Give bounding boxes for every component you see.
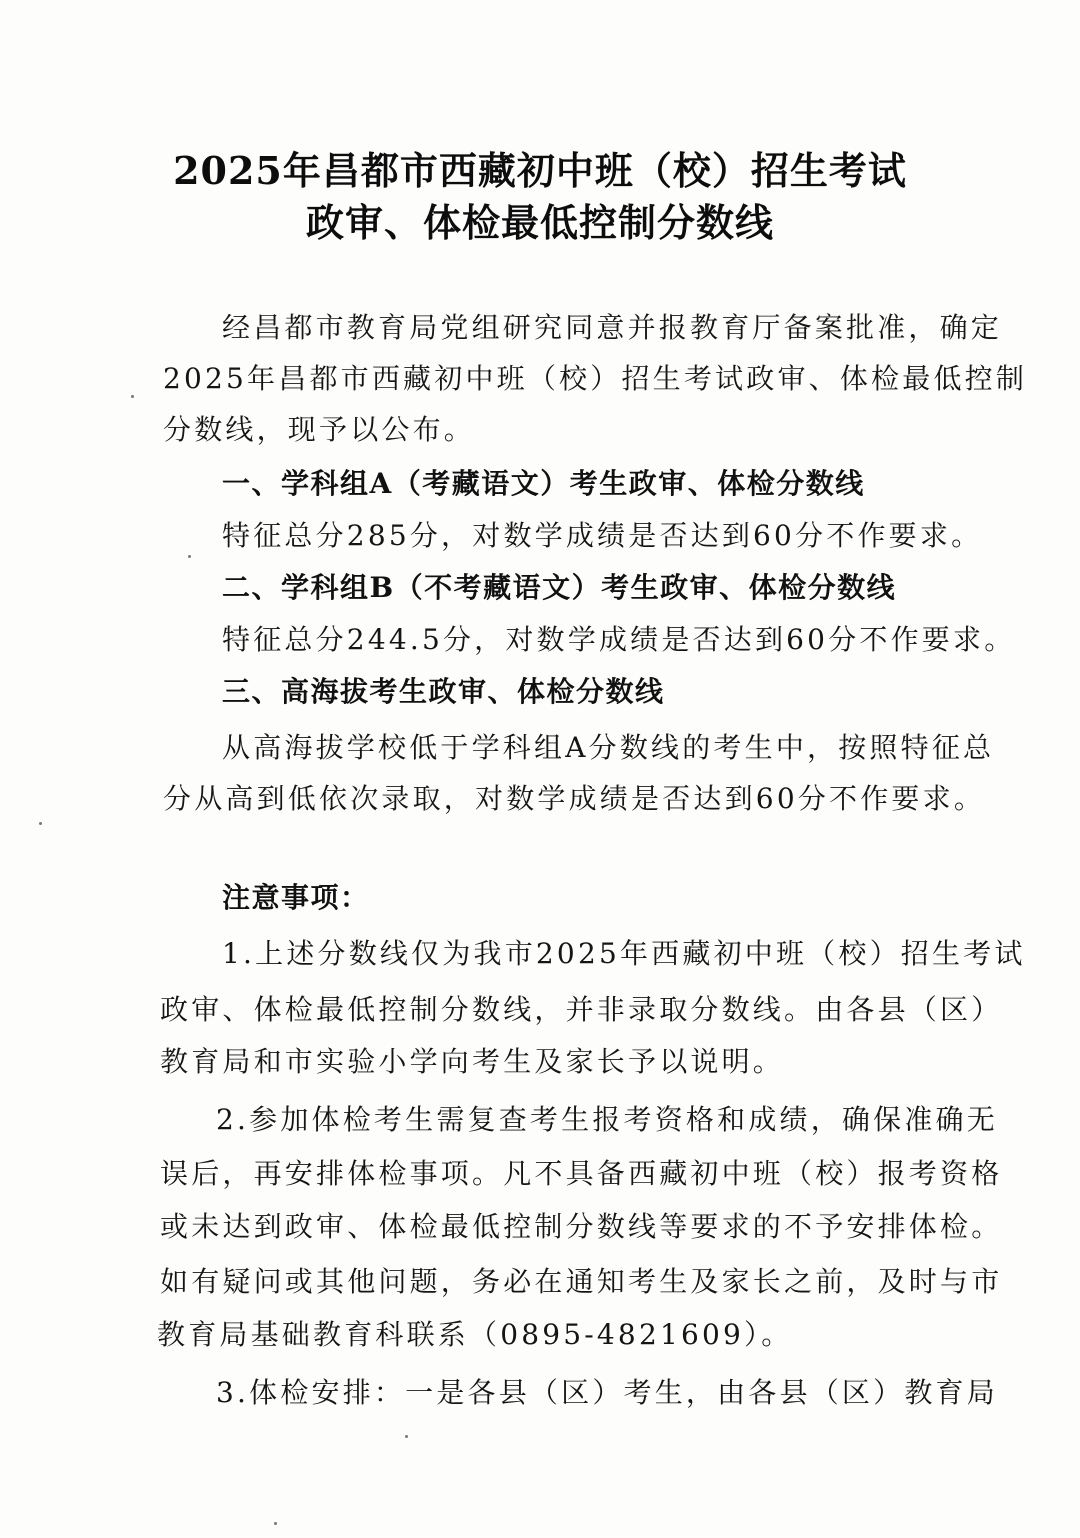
section-body-line: 特征总分285分，对数学成绩是否达到60分不作要求。 — [222, 519, 983, 552]
scan-speck — [405, 1435, 408, 1438]
note-line: 1.上述分数线仅为我市2025年西藏初中班（校）招生考试 — [222, 937, 1026, 970]
intro-line: 分数线，现予以公布。 — [163, 413, 476, 446]
note-line: 或未达到政审、体检最低控制分数线等要求的不予安排体检。 — [160, 1210, 1003, 1243]
intro-line: 2025年昌都市西藏初中班（校）招生考试政审、体检最低控制 — [163, 362, 1028, 395]
scan-speck — [188, 555, 191, 558]
note-line: 政审、体检最低控制分数线，并非录取分数线。由各县（区） — [160, 993, 1003, 1026]
section-heading: 一、学科组A（考藏语文）考生政审、体检分数线 — [222, 467, 865, 500]
note-line: 误后，再安排体检事项。凡不具备西藏初中班（校）报考资格 — [160, 1157, 1003, 1190]
section-body-line: 特征总分244.5分，对数学成绩是否达到60分不作要求。 — [222, 623, 1016, 656]
note-line: 3.体检安排：一是各县（区）考生，由各县（区）教育局 — [216, 1376, 998, 1409]
section-body-line: 从高海拔学校低于学科组A分数线的考生中，按照特征总 — [222, 731, 995, 764]
section-heading: 二、学科组B（不考藏语文）考生政审、体检分数线 — [222, 571, 897, 604]
section-heading: 三、高海拔考生政审、体检分数线 — [222, 675, 665, 708]
note-line: 如有疑问或其他问题，务必在通知考生及家长之前，及时与市 — [160, 1265, 1003, 1298]
note-line: 教育局和市实验小学向考生及家长予以说明。 — [160, 1045, 785, 1078]
note-line: 2.参加体检考生需复查考生报考资格和成绩，确保准确无 — [216, 1103, 998, 1136]
notes-heading: 注意事项： — [222, 881, 370, 914]
scan-speck — [131, 395, 134, 398]
document-title-line-1: 2025年昌都市西藏初中班（校）招生考试 — [173, 148, 907, 193]
note-line: 教育局基础教育科联系（0895-4821609）。 — [157, 1318, 793, 1351]
scan-speck — [274, 1522, 277, 1525]
document-title-line-2: 政审、体检最低控制分数线 — [305, 200, 774, 245]
intro-line: 经昌都市教育局党组研究同意并报教育厅备案批准，确定 — [222, 311, 1003, 344]
section-body-line: 分从高到低依次录取，对数学成绩是否达到60分不作要求。 — [163, 782, 986, 815]
scan-speck — [39, 822, 42, 825]
